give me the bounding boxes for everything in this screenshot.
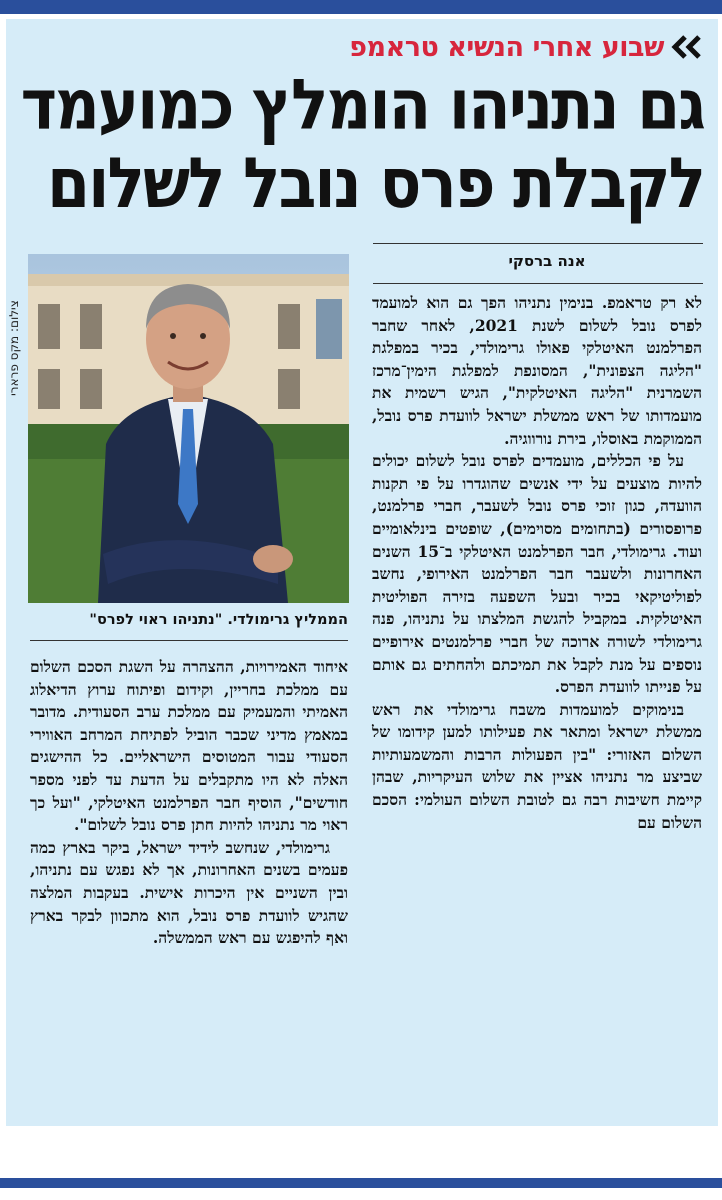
article-photo	[28, 254, 349, 603]
bottom-blue-bar	[0, 1178, 722, 1188]
double-chevron-icon	[670, 33, 704, 61]
kicker-row	[349, 30, 704, 64]
kicker-label: שבוע אחרי הנשיא טראמפ	[349, 31, 664, 63]
headline	[14, 63, 704, 224]
body-column-left	[30, 656, 348, 950]
byline-rule-bottom	[373, 283, 703, 284]
photo-caption: הממליץ גרימולדי. "נתניהו ראוי לפרס"	[89, 612, 348, 628]
body-paragraph: על פי הכללים, מועמדים לפרס נובל לשלום יכולים להיות מוצעים על ידי אנשים שהוגדרו על פי תקנות הוועדה, כגון זוכי פרס נובל לשעבר, חברי פרלמנט, פרופסורים (בתחומים מסוימים), שופטים בינלאומיים ועוד. גרימולדי, חבר הפרלמנט האיטלקי ב־15 השנים האחרונות ולשעבר חבר הפרלמנט האירופי, נחשב לפוליטיקאי בכיר ובעל השפעה בזירה הפוליטית האיטלקית. במקביל להגשת המלצתו על נתניהו, פנה גרימולדי לשורה ארוכה של חברי פרלמנטים אירופיים נוספים על מנת לקבל את תמיכתם ולהחתים גם אותם על פנייתו לוועדת הפרס.	[372, 451, 702, 697]
byline-rule-top	[373, 243, 703, 244]
byline: אנה ברסקי	[508, 252, 586, 270]
body-column-right	[372, 292, 702, 834]
body-paragraph: איחוד האמירויות, ההצהרה על השגת הסכם השלום עם ממלכת בחריין, וקידום ופיתוח ערוץ הדיאלוג האמיתי והמעמיק עם ממלכת ערב הסעודית. מדובר במאמץ מדיני שכבר הוביל לפתיחת המרחב האווירי הסעודי עבור המטוסים הישראליים. כל ההישגים האלה לא היו מתקבלים על הדעת עד לפני מספר חודשים", הוסיף חבר הפרלמנט האיטלקי, "ועל כך ראוי מר נתניהו להיות חתן פרס נובל לשלום".	[30, 657, 348, 835]
caption-rule	[30, 640, 348, 641]
photo-credit-text: צילום: מקס פרארי	[7, 300, 21, 396]
body-paragraph: גרימולדי, שנחשב לידיד ישראל, ביקר בארץ כמה פעמים בשנים האחרונות, אך לא נפגש עם נתניהו, ובין השניים אין היכרות אישית. בעקבות המלצה שהגיש לוועדת פרס נובל, הוא מתכוון לבקר בארץ ואף להיפגש עם ראש הממשלה.	[30, 837, 348, 948]
top-blue-bar	[0, 0, 722, 14]
portrait-illustration	[28, 254, 349, 603]
body-paragraph: לא רק טראמפ. בנימין נתניהו הפך גם הוא למועמד לפרס נובל לשלום לשנת 2021, לאחר שחבר הפרלמנט האיטלקי פאולו גרימולדי, בכיר במפלגת "הליגה הצפונית", המסונפת למפלגת הימין־מרכז השמרנית "הליגה האיטלקית", הגיש רשמית את מועמדותו של ראש ממשלת ישראל לוועדת פרס נובל, הממוקמת באוסלו, בירת נורווגיה.	[372, 293, 702, 448]
body-paragraph: בנימוקים למועמדות משבח גרימולדי את ראש ממשלת ישראל ומתאר את פעילותו למען קידומו של השלום האזורי: "בין הפעולות הרבות והמשמעותיות שביצע מר נתניהו אציין את שלוש העיקריות, שבהן קיימת חשיבות רבה גם לטובת השלום העולמי: הסכם השלום עם	[372, 699, 702, 832]
photo-credit	[4, 255, 24, 445]
headline-line-2: לקבלת פרס נובל לשלום	[46, 142, 704, 224]
headline-line-1: גם נתניהו הומלץ כמועמד	[20, 63, 704, 146]
